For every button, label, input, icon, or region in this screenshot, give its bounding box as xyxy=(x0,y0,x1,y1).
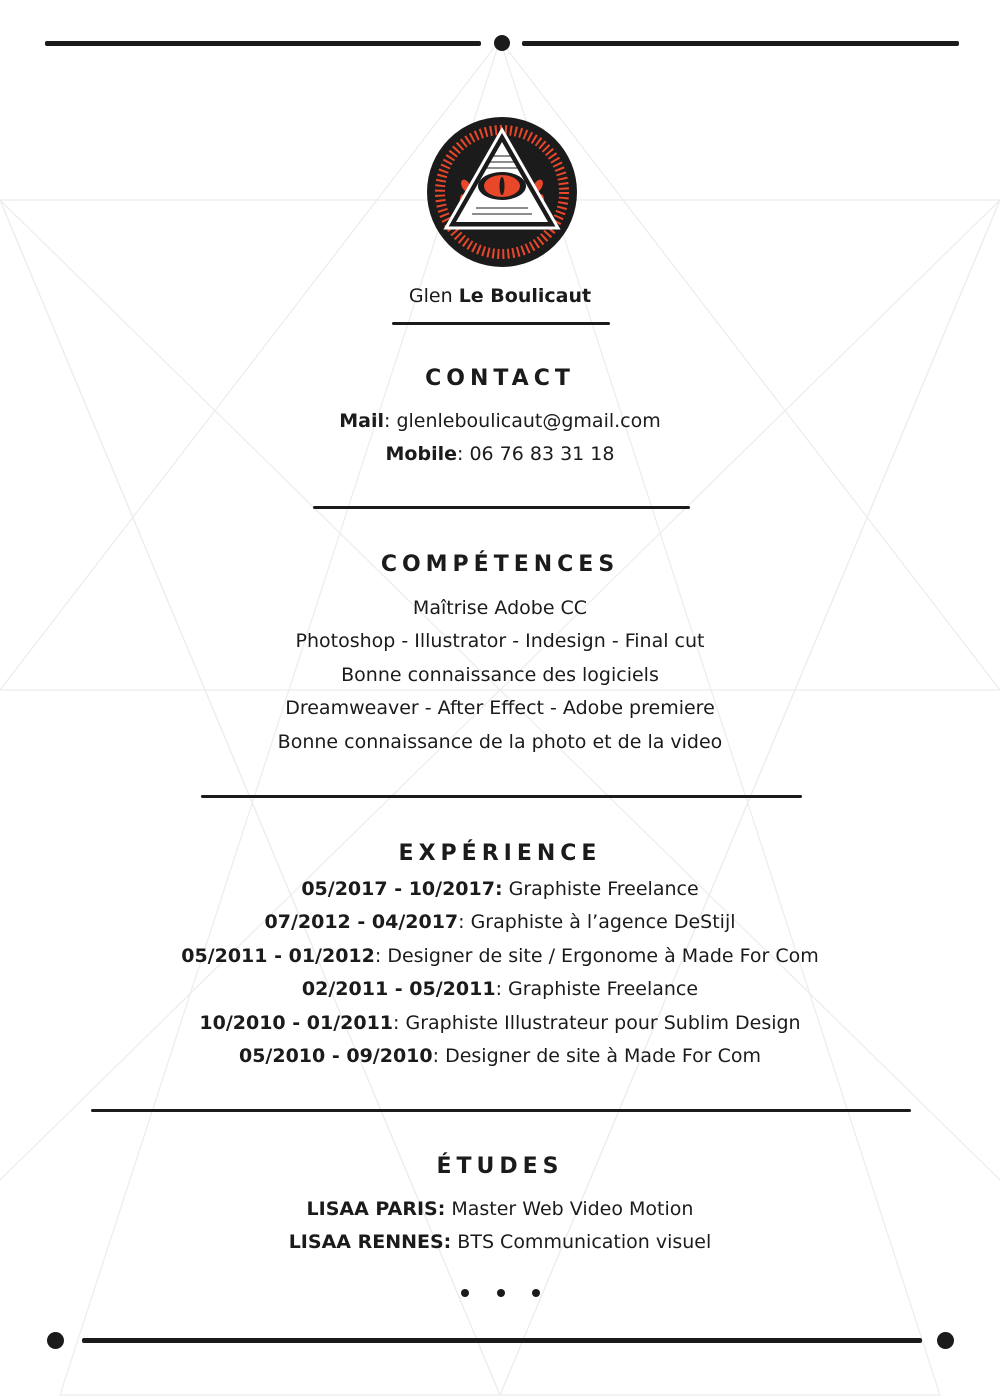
mobile-label: Mobile xyxy=(385,443,457,465)
skill-item: Bonne connaissance des logiciels xyxy=(341,664,659,686)
experience-dates: 02/2011 - 05/2011 xyxy=(301,978,496,1000)
eye-pyramid-logo-icon xyxy=(426,116,578,268)
skill-item: Maîtrise Adobe CC xyxy=(412,597,588,619)
study-school: LISAA PARIS: xyxy=(306,1198,446,1220)
studies-heading: ÉTUDES xyxy=(436,1154,564,1179)
mail-value[interactable]: : glenleboulicaut@gmail.com xyxy=(384,410,661,432)
experience-dates: 07/2012 - 04/2017 xyxy=(264,911,459,933)
ellipsis-dot xyxy=(532,1289,540,1297)
experience-desc: : Designer de site / Ergonome à Made For Com xyxy=(374,945,819,967)
mail-label: Mail xyxy=(339,410,385,432)
first-name: Glen xyxy=(408,285,453,307)
experience-item xyxy=(0,1006,1000,1040)
contact-rule xyxy=(313,506,690,509)
top-dot xyxy=(494,35,510,51)
mobile-value[interactable]: : 06 76 83 31 18 xyxy=(457,443,615,465)
experience-item xyxy=(0,972,1000,1006)
name-rule xyxy=(392,322,610,325)
ellipsis-dot xyxy=(461,1289,469,1297)
skill-item: Photoshop - Illustrator - Indesign - Final cut xyxy=(295,630,705,652)
skills-heading: COMPÉTENCES xyxy=(380,552,620,577)
study-item xyxy=(0,1225,1000,1259)
experience-item xyxy=(0,1039,1000,1073)
study-desc: Master Web Video Motion xyxy=(445,1198,694,1220)
skill-item: Bonne connaissance de la photo et de la video xyxy=(277,731,723,753)
ellipsis-dot xyxy=(497,1289,505,1297)
experience-desc: Graphiste Freelance xyxy=(502,878,699,900)
experience-item xyxy=(0,905,1000,939)
study-item xyxy=(0,1192,1000,1226)
bottom-dot-right xyxy=(937,1332,954,1349)
experience-dates: 05/2017 - 10/2017: xyxy=(301,878,503,900)
experience-desc: : Graphiste Freelance xyxy=(495,978,699,1000)
bottom-rule xyxy=(82,1338,922,1343)
top-rule-left xyxy=(45,41,481,46)
bottom-dot-left xyxy=(47,1332,64,1349)
skills-rule xyxy=(201,795,802,798)
top-rule-right xyxy=(522,41,959,46)
study-school: LISAA RENNES: xyxy=(288,1231,452,1253)
study-desc: BTS Communication visuel xyxy=(451,1231,712,1253)
experience-heading: EXPÉRIENCE xyxy=(398,841,602,866)
contact-mobile xyxy=(0,437,1000,471)
contact-heading: CONTACT xyxy=(425,366,575,391)
experience-desc: : Designer de site à Made For Com xyxy=(432,1045,761,1067)
experience-desc: : Graphiste Illustrateur pour Sublim Design xyxy=(393,1012,801,1034)
last-name: Le Boulicaut xyxy=(458,285,592,307)
experience-rule xyxy=(91,1109,911,1112)
experience-item xyxy=(0,872,1000,906)
experience-item xyxy=(0,939,1000,973)
experience-dates: 05/2011 - 01/2012 xyxy=(181,945,375,967)
person-name xyxy=(0,285,1000,307)
contact-mail xyxy=(0,404,1000,438)
experience-dates: 10/2010 - 01/2011 xyxy=(199,1012,394,1034)
experience-dates: 05/2010 - 09/2010 xyxy=(238,1045,433,1067)
skill-item: Dreamweaver - After Effect - Adobe premiere xyxy=(285,697,715,719)
experience-desc: : Graphiste à l’agence DeStijl xyxy=(458,911,736,933)
